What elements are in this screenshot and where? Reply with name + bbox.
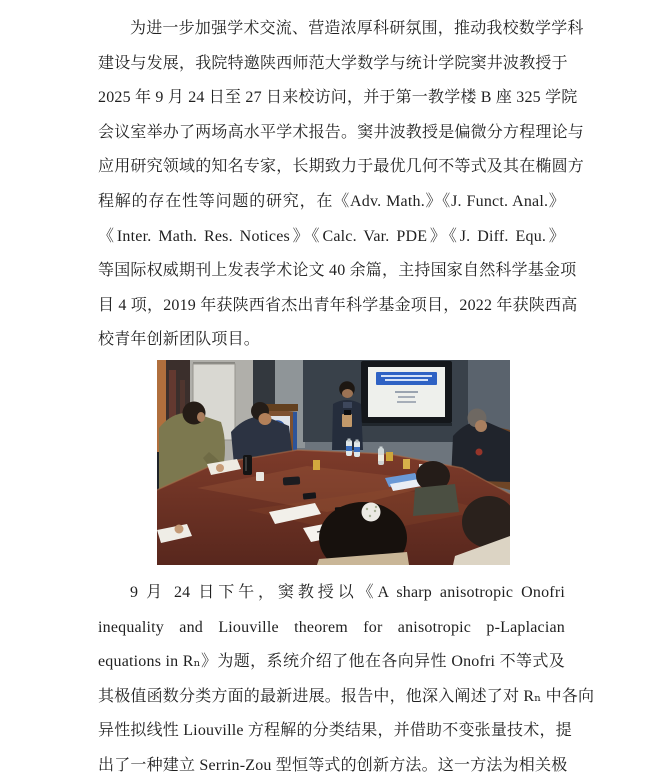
lecture-photo[interactable] [157,360,510,565]
hair-scrunchie [362,503,381,522]
text-line: inequality and Liouville theorem for anisotropic p-Laplacian [98,618,565,636]
text-line: 为进一步加强学术交流、营造浓厚科研氛围，推动我校数学学科 [130,20,584,37]
text-line: 9 月 24 日下午，窦教授以《A sharp anisotropic Onofri [130,584,565,601]
text-line: 会议室举办了两场高水平学术报告。窦井波教授是偏微分方程理论与 [98,123,585,141]
text-line: 《Inter. Math. Res. Notices》《Calc. Var. PDE》《J. Diff. Equ.》 [98,227,565,245]
text-line: 2025 年 9 月 24 日至 27 日来校访问，并于第一教学楼 B 座 325 学院 [98,89,578,107]
text-line: 等国际权威期刊上发表学术论文 40 余篇，主持国家自然科学基金项 [98,262,577,280]
text-line: 应用研究领域的知名专家，长期致力于最优几何不等式及其在椭圆方 [98,158,585,176]
text-line: 出了一种建立 Serrin-Zou 型恒等式的创新方法。这一方法为相关极 [98,756,568,774]
seminar-room-illustration [157,360,510,565]
text-line: 建设与发展，我院特邀陕西师范大学数学与统计学院窦井波教授于 [98,54,568,72]
text-line: 异性拟线性 Liouville 方程解的分类结果，并借助不变张量技术，提 [98,722,572,740]
slide-title-box [376,372,437,385]
text-line: 校青年创新团队项目。 [98,331,261,349]
text-line: equations in Rₙ》为题，系统介绍了他在各向异性 Onofri 不等式及 [98,653,565,671]
paragraph-report [98,576,595,779]
text-line: 目 4 项，2019 年获陕西省杰出青年科学基金项目，2022 年获陕西高 [98,296,578,314]
text-line: 程解的存在性等问题的研究，在《Adv. Math.》《J. Funct. Anal.》 [98,192,565,210]
text-line: 其极值函数分类方面的最新进展。报告中，他深入阐述了对 Rₙ 中各向 [98,687,595,705]
paragraph-intro [98,12,585,358]
